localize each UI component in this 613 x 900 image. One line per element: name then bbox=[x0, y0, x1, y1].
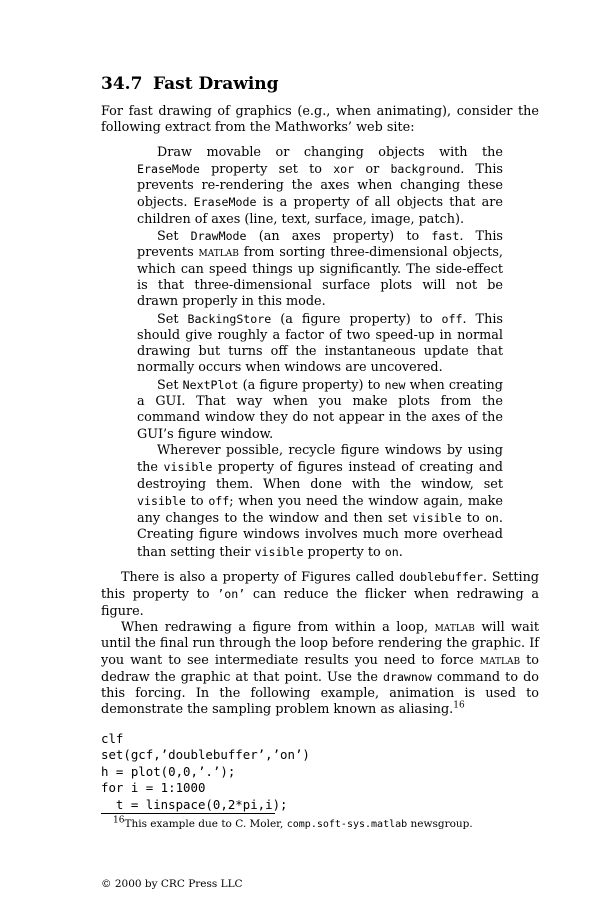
quote-paragraph-backingstore: Set BackingStore (a figure property) to off. This should give roughly a factor of two speed-up in normal drawing but turns off the instantaneous update that normally occurs when windows are uncovered. bbox=[137, 311, 503, 376]
section-number: 34.7 bbox=[101, 74, 143, 94]
quote-paragraph-drawmode: Set DrawMode (an axes property) to fast. This prevents matlab from sorting three-dimensional objects, which can speed things up significantly. The side-effect is that three-dimensional surface plots will not be drawn properly in this mode. bbox=[137, 229, 503, 310]
footnote: $^{16}$This example due to C. Moler, comp.soft-sys.matlab newsgroup. bbox=[113, 815, 473, 830]
quote-paragraph-nextplot: Set NextPlot (a figure property) to new when creating a GUI. That way when you make plots from the command window they do not appear in the axes of the GUI’s figure window. bbox=[137, 377, 503, 442]
section-title: Fast Drawing bbox=[153, 74, 279, 94]
code-line: t = linspace(0,2*pi,i); bbox=[101, 797, 288, 813]
copyright-notice: © 2000 by CRC Press LLC bbox=[101, 878, 243, 890]
quoted-extract bbox=[137, 145, 503, 561]
page-body bbox=[101, 72, 539, 814]
doublebuffer-paragraph: There is also a property of Figures called doublebuffer. Setting this property to ’on’ can reduce the flicker when redrawing a figure. bbox=[101, 570, 539, 619]
quote-paragraph-erasemode: Draw movable or changing objects with the EraseMode property set to xor or background. This prevents re-rendering the axes when changing these objects. EraseMode is a property of all objects that are children of axes (line, text, surface, image, patch). bbox=[137, 144, 503, 227]
footnote-marker: 16 bbox=[453, 701, 465, 712]
intro-paragraph: For fast drawing of graphics (e.g., when animating), consider the following extract from the Mathworks’ web site: bbox=[101, 104, 539, 136]
section-heading bbox=[101, 72, 539, 96]
code-line: for i = 1:1000 bbox=[101, 780, 206, 796]
code-line: h = plot(0,0,’.’); bbox=[101, 763, 236, 779]
code-listing bbox=[101, 731, 539, 814]
drawnow-paragraph: When redrawing a figure from within a loop, matlab will wait until the final run through the loop before rendering the graphic. If you want to see intermediate results you need to force matlab to dedraw the graphic at that point. Use the drawnow command to do this forcing. In the following example, animation is used to demonstrate the sampling problem known as aliasing.$^{16}$ bbox=[101, 619, 540, 718]
quote-paragraph-visible: Wherever possible, recycle figure windows by using the visible property of figures instead of creating and destroying them. When done with the window, set visible to off; when you need the window again, make any changes to the window and then set visible to on. Creating figure windows involves much more overhead than setting their visible property to on. bbox=[137, 442, 504, 560]
code-line: set(gcf,’doublebuffer’,’on’) bbox=[101, 747, 310, 763]
footnote-rule bbox=[101, 813, 275, 814]
code-line: clf bbox=[101, 730, 124, 746]
